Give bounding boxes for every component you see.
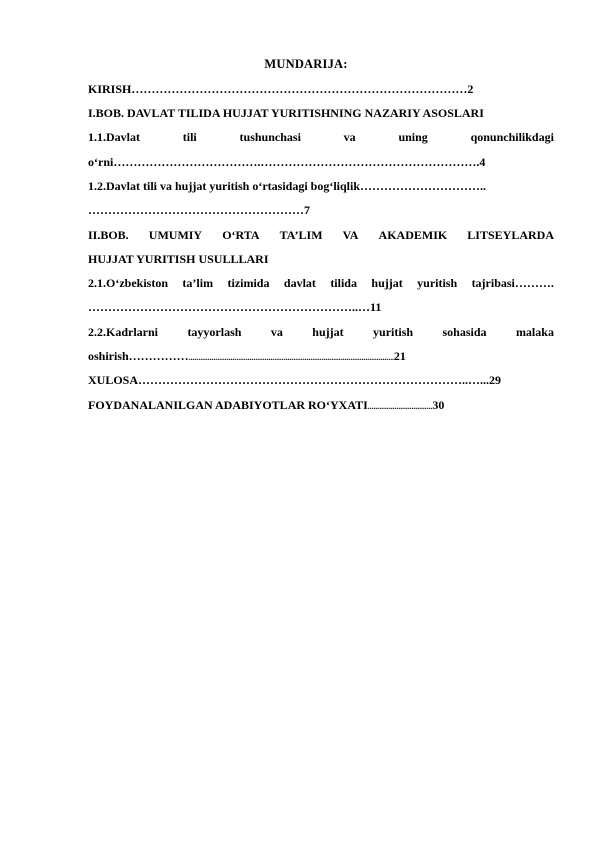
toc-page-number: 30 [432, 398, 445, 412]
toc-word: hujjat [371, 276, 403, 290]
toc-word: uning [398, 130, 428, 144]
toc-word: tili [182, 130, 197, 144]
toc-entry-kirish: KIRISH…………………………………………………………………………2 [88, 82, 474, 96]
toc-entry-2-1-line-1 [88, 275, 554, 291]
toc-word: hujjat [312, 325, 344, 339]
toc-word: davlat [283, 276, 316, 290]
toc-word: 2.1.O‘zbekiston [88, 276, 169, 290]
toc-word: va [270, 325, 283, 339]
toc-entry-2-2-line-2 [88, 348, 406, 364]
toc-entry-chapter-2-line-2: HUJJAT YURITISH USULLLARI [88, 252, 269, 266]
toc-word: LITSEYLARDA [467, 228, 554, 242]
toc-entry-xulosa: XULOSA………………………………………………………………………..…...29 [88, 373, 502, 387]
toc-entry-text: oshirish…………… [88, 349, 189, 363]
toc-entry-text: FOYDANALANILGAN ADABIYOTLAR RO‘YXATI [88, 398, 368, 412]
toc-entry-1-2-line-1: 1.2.Davlat tili va hujjat yuritish o‘rtasidagi bog‘liqlik………………………….. [88, 179, 487, 193]
toc-word: TA’LIM [279, 228, 323, 242]
toc-word: va [343, 130, 356, 144]
toc-word: VA [342, 228, 359, 242]
toc-word: malaka [515, 325, 554, 339]
toc-word: tayyorlash [187, 325, 242, 339]
toc-entry-references [88, 397, 444, 413]
toc-word: tushunchasi [239, 130, 301, 144]
toc-entry-chapter-2-line-1 [88, 227, 554, 243]
toc-word: sohasida [442, 325, 487, 339]
toc-entry-2-2-line-1 [88, 324, 554, 340]
toc-word: O‘RTA [222, 228, 260, 242]
toc-word: ta’lim [182, 276, 214, 290]
toc-word: yuritish [373, 325, 414, 339]
toc-page-number: 21 [393, 349, 406, 363]
toc-entry-1-2-line-2: ………………………………………………7 [88, 203, 310, 217]
toc-word: tajribasi………. [471, 276, 554, 290]
toc-word: tilida [330, 276, 357, 290]
toc-leader-dots: ............................................................................................................ [188, 353, 394, 362]
toc-word: 2.2.Kadrlarni [88, 325, 159, 339]
toc-entry-chapter-1: I.BOB. DAVLAT TILIDA HUJJAT YURITISHNING NAZARIY ASOSLARI [88, 106, 484, 120]
toc-word: UMUMIY [148, 228, 203, 242]
toc-entry-1-1-line-2: o‘rni……………………………….……………………………………………….4 [88, 155, 486, 169]
toc-word: II.BOB. [88, 228, 129, 242]
toc-word: yuritish [417, 276, 458, 290]
toc-word: AKADEMIK [378, 228, 448, 242]
toc-title: MUNDARIJA: [264, 57, 348, 71]
toc-word: tizimida [227, 276, 270, 290]
toc-word: 1.1.Davlat [88, 130, 140, 144]
toc-entry-2-1-line-2: …………………………………………………………..…11 [88, 300, 382, 314]
toc-leader-dots: .................................. [367, 402, 433, 411]
toc-entry-1-1-line-1 [88, 129, 554, 145]
toc-word: qonunchilikdagi [470, 130, 554, 144]
